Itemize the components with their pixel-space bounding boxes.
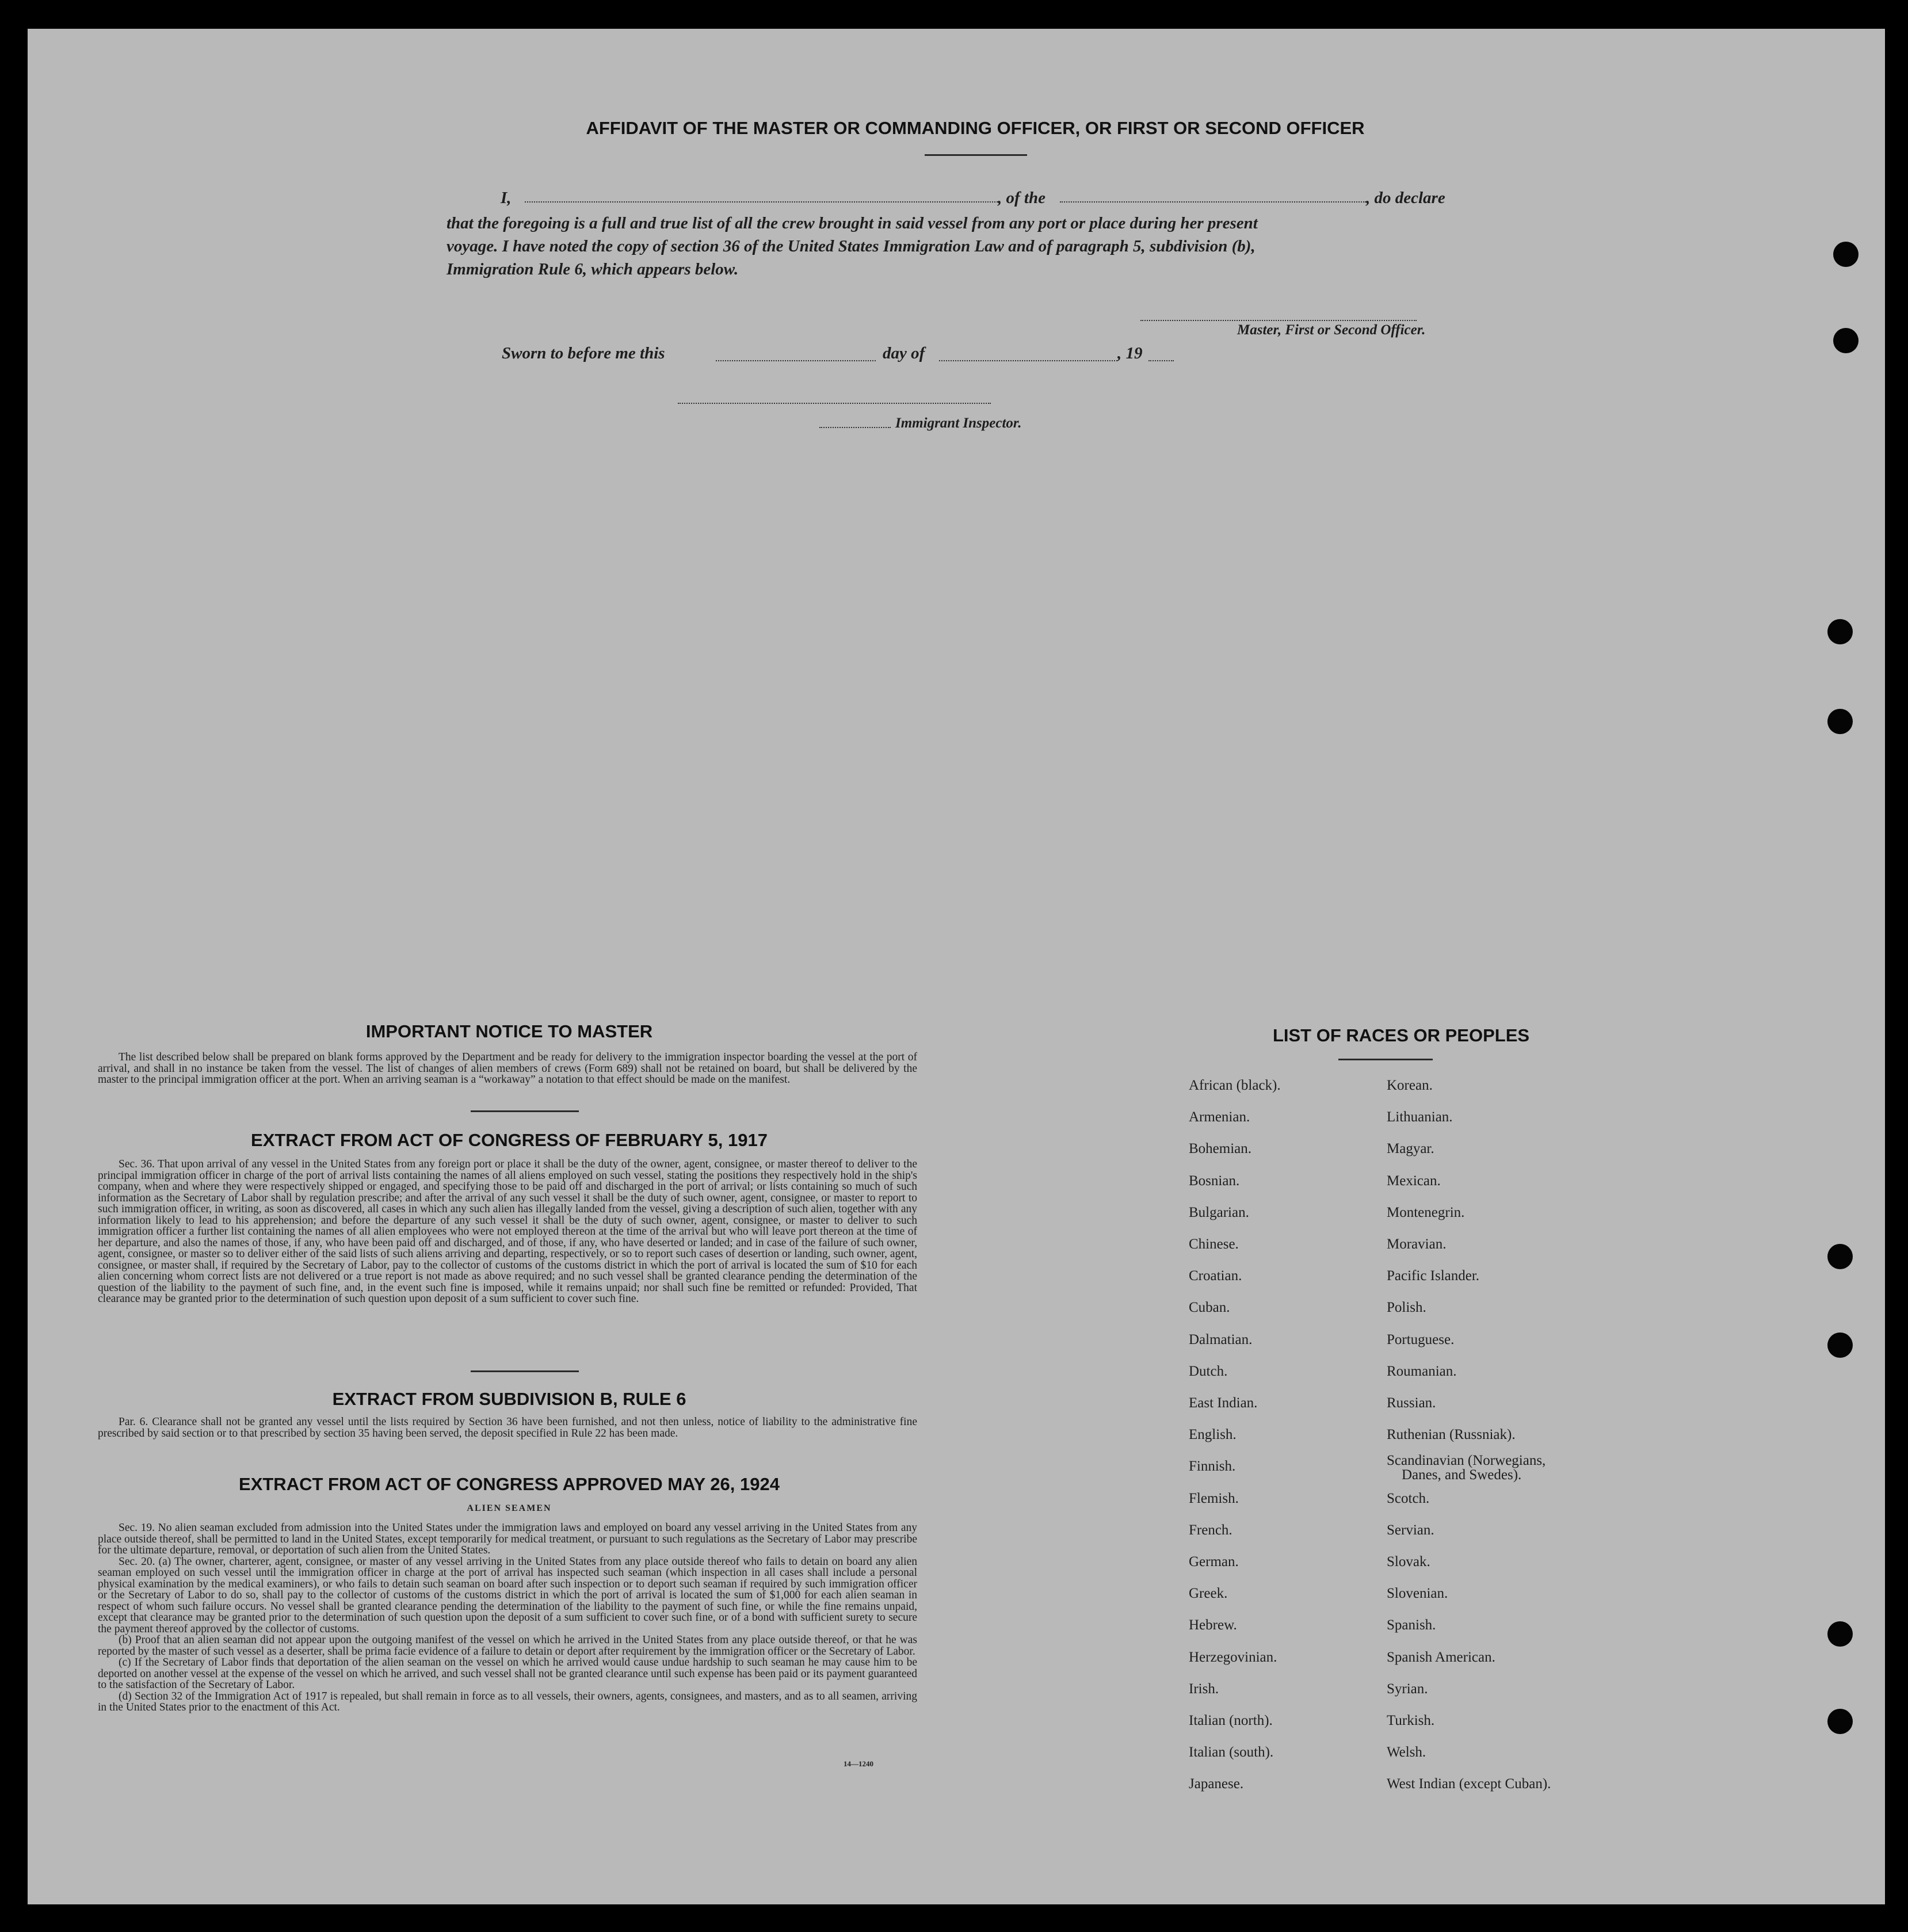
affidavit-i-label: I, — [501, 189, 512, 207]
race-item: Cuban. — [1189, 1300, 1230, 1315]
race-item: Herzegovinian. — [1189, 1650, 1277, 1665]
extract-1924-title: EXTRACT FROM ACT OF CONGRESS APPROVED MAY 26, 1924 — [239, 1474, 780, 1494]
sworn-label: Sworn to before me this — [502, 344, 665, 362]
section-divider — [471, 1110, 579, 1112]
race-item: Croatian. — [1189, 1268, 1242, 1284]
race-item: German. — [1189, 1554, 1239, 1570]
race-item: Bulgarian. — [1189, 1205, 1249, 1220]
binder-hole — [1833, 242, 1859, 267]
races-title: LIST OF RACES OR PEOPLES — [1272, 1025, 1530, 1045]
extract-1924-text — [98, 1522, 917, 1713]
affidavit-body-line3: Immigration Rule 6, which appears below. — [447, 260, 739, 278]
section-divider — [471, 1370, 579, 1372]
affidavit-body-line2: voyage. I have noted the copy of section 36 of the United States Immigration Law and of paragraph 5, subdivision (b), — [447, 237, 1256, 255]
vessel-blank[interactable] — [1060, 201, 1366, 203]
extract-rule6-text — [98, 1416, 917, 1439]
race-item: Montenegrin. — [1387, 1205, 1465, 1220]
binder-hole — [1827, 1332, 1853, 1358]
race-item: Bosnian. — [1189, 1173, 1240, 1189]
race-item: Dalmatian. — [1189, 1332, 1253, 1347]
race-item: Spanish American. — [1387, 1650, 1495, 1665]
race-item: French. — [1189, 1522, 1232, 1538]
binder-hole — [1827, 619, 1853, 644]
race-item: Armenian. — [1189, 1109, 1250, 1125]
race-item: Slovak. — [1387, 1554, 1430, 1570]
race-item: Bohemian. — [1189, 1141, 1252, 1156]
extract-rule6-title: EXTRACT FROM SUBDIVISION B, RULE 6 — [332, 1389, 686, 1409]
signature-blank[interactable] — [1140, 320, 1417, 321]
form-number: 14—1240 — [844, 1759, 873, 1768]
race-item: Chinese. — [1189, 1236, 1239, 1252]
race-item: West Indian (except Cuban). — [1387, 1776, 1551, 1792]
race-item: Scotch. — [1387, 1491, 1430, 1506]
binder-hole — [1827, 1244, 1853, 1269]
notice-title: IMPORTANT NOTICE TO MASTER — [365, 1021, 653, 1041]
title-divider — [925, 154, 1027, 156]
year-blank[interactable] — [1148, 360, 1174, 361]
race-item: Turkish. — [1387, 1713, 1435, 1728]
race-item: Mexican. — [1387, 1173, 1441, 1189]
race-item: Korean. — [1387, 1078, 1433, 1093]
sec-20a-paragraph: Sec. 20. (a) The owner, charterer, agent, consignee, or master of any vessel arriving in the United States from any place outside thereof who fails to detain on board any alien seaman employed on such vessel until the immigration officer in charge at the port of arrival has inspected such seaman (which inspection in all cases shall include a personal physical examination by the medical examiners), or who fails to detain such seaman on board after such inspection or to deport such seaman if required by such immigration officer or the Secretary of Labor to do so, shall pay to the collector of customs of the customs district in which the port of arrival is located the sum of $1,000 for each alien seaman in respect of whom such failure occurs. No vessel shall be granted clearance pending the determination of the liability to the payment of such fine, or while the fine remains unpaid, except that clearance may be granted prior to the determination of such question upon the deposit of a sum sufficient to cover such fine, or of a bond with sufficient surety to secure the payment thereof approved by the collector of customs. — [98, 1555, 917, 1635]
notice-paragraph: The list described below shall be prepared on blank forms approved by the Department and be ready for delivery to the immigration inspector boarding the vessel at the port of arrival, and shall in no instance be taken from the vessel. The list of changes of alien members of crews (Form 689) shall not be retained on board, but shall be delivered by the master to the principal immigration officer at the port. When an arriving seaman is a “workaway” a notation to that effect should be made on the manifest. — [98, 1051, 917, 1086]
extract-1917-title: EXTRACT FROM ACT OF CONGRESS OF FEBRUARY 5, 1917 — [251, 1130, 768, 1150]
race-item: Russian. — [1387, 1395, 1436, 1411]
race-item: East Indian. — [1189, 1395, 1258, 1411]
of-the-label: , of the — [998, 189, 1045, 207]
day-blank[interactable] — [716, 360, 876, 361]
affidavit-title: AFFIDAVIT OF THE MASTER OR COMMANDING OFFICER, OR FIRST OR SECOND OFFICER — [586, 118, 1365, 138]
race-item: Moravian. — [1387, 1236, 1447, 1252]
race-item: Pacific Islander. — [1387, 1268, 1480, 1284]
binder-hole — [1827, 1621, 1853, 1647]
race-item: Servian. — [1387, 1522, 1434, 1538]
sec-20b-paragraph: (b) Proof that an alien seaman did not appear upon the outgoing manifest of the vessel on which he arrived in the United States from any place outside thereof, or that he was reported by the master of such vessel as a deserter, shall be prima facie evidence of a failure to detain or deport after requirement by the immigration officer or the Secretary of Labor. — [98, 1634, 917, 1658]
inspector-label: Immigrant Inspector. — [895, 415, 1022, 431]
affidavit-body-line1: that the foregoing is a full and true list of all the crew brought in said vessel from any port or place during her present — [447, 214, 1258, 232]
race-item: Flemish. — [1189, 1491, 1239, 1506]
race-item: Scandinavian (Norwegians, — [1387, 1453, 1546, 1468]
race-item: Italian (north). — [1189, 1713, 1273, 1728]
signature-label: Master, First or Second Officer. — [1237, 322, 1426, 338]
sec-20d-paragraph: (d) Section 32 of the Immigration Act of 1917 is repealed, but shall remain in force as to all vessels, their owners, agents, consignees, and masters, and as to all seamen, arriving in the United States prior to the enactment of this Act. — [98, 1690, 917, 1713]
race-item: Hebrew. — [1189, 1617, 1237, 1633]
race-item: Polish. — [1387, 1300, 1426, 1315]
month-blank[interactable] — [939, 360, 1117, 361]
alien-seamen-subtitle: ALIEN SEAMEN — [467, 1503, 552, 1513]
race-item: Portuguese. — [1387, 1332, 1455, 1347]
race-item: Dutch. — [1189, 1364, 1228, 1379]
race-item: English. — [1189, 1427, 1237, 1442]
race-item: Irish. — [1189, 1681, 1219, 1697]
race-item: Danes, and Swedes). — [1402, 1467, 1522, 1483]
race-item: African (black). — [1189, 1078, 1281, 1093]
binder-hole — [1833, 328, 1859, 353]
par-6-paragraph: Par. 6. Clearance shall not be granted any vessel until the lists required by Section 36 have been furnished, and not then unless, notice of liability to the administrative fine prescribed by said section or to that prescribed by section 35 having been served, the deposit specified in Rule 22 has been made. — [98, 1416, 917, 1440]
race-item: Ruthenian (Russniak). — [1387, 1427, 1516, 1442]
sec-19-paragraph: Sec. 19. No alien seaman excluded from admission into the United States under the immigration laws and employed on board any vessel arriving in the United States from any place outside thereof, shall be permitted to land in the United States, except temporarily for medical treatment, or pursuant to such regulations as the Secretary of Labor may prescribe for the ultimate departure, removal, or deportation of such alien from the United States. — [98, 1522, 917, 1556]
notice-text — [98, 1052, 917, 1086]
race-item: Slovenian. — [1387, 1586, 1448, 1601]
race-item: Spanish. — [1387, 1617, 1436, 1633]
year-label: , 19 — [1117, 344, 1143, 362]
section-36-paragraph: Sec. 36. That upon arrival of any vessel in the United States from any foreign port or place it shall be the duty of the owner, agent, consignee, or master thereof to deliver to the principal immigration officer in charge of the port of arrival lists containing the names of all aliens employed on such vessel, stating the positions they respectively hold in the ship's company, when and where they were respectively shipped or engaged, and specifying those to be paid off and discharged in the port of arrival; or lists containing so much of such information as the Secretary of Labor shall by regulation prescribe; and after the arrival of any such vessel it shall be the duty of such owner, agent, consignee, or master to report to such immigration officer, in writing, as soon as discovered, all cases in which any such alien has illegally landed from the vessel, giving a description of such alien, together with any information likely to lead to his apprehension; and before the departure of any such vessel it shall be the duty of such owner, agent, consignee, or master to deliver to such immigration officer a further list containing the names of all alien employees who were not employed thereon at the time of the arrival but who will leave port thereon at the time of her departure, and also the names of those, if any, who have been paid off and discharged, and of those, if any, who have deserted or landed; and in case of the failure of such owner, agent, consignee, or master so to deliver either of the said lists of such aliens arriving and departing, respectively, or so to report such cases of desertion or landing, such owner, agent, consignee, or master shall, if required by the Secretary of Labor, pay to the collector of customs of the customs district in which the port of arrival is located the sum of $10 for each alien concerning whom correct lists are not delivered or a true report is not made as above required; and no such vessel shall be granted clearance pending the determination of the question of the liability to the payment of such fine, and, in the event such fine is imposed, while it remains unpaid; nor shall such fine be remitted or refunded: Provided, That clearance may be granted prior to the determination of such question upon deposit of a sum sufficient to cover such fine. — [98, 1158, 917, 1305]
binder-hole — [1827, 709, 1853, 734]
inspector-signature-blank[interactable] — [678, 403, 991, 404]
binder-hole — [1827, 1709, 1853, 1734]
race-item: Italian (south). — [1189, 1744, 1274, 1760]
race-item: Welsh. — [1387, 1744, 1426, 1760]
race-item: Roumanian. — [1387, 1364, 1457, 1379]
race-item: Lithuanian. — [1387, 1109, 1453, 1125]
sec-20c-paragraph: (c) If the Secretary of Labor finds that deportation of the alien seaman on the vessel on which he arrived would cause undue hardship to such seaman he may cause him to be deported on another vessel at the expense of the vessel on which he arrived, and such vessel shall not be granted clearance until such expense has been paid or its payment guaranteed to the satisfaction of the Secretary of Labor. — [98, 1656, 917, 1691]
extract-1917-text — [98, 1159, 917, 1305]
race-item: Syrian. — [1387, 1681, 1428, 1697]
day-of-label: day of — [883, 344, 925, 362]
name-blank[interactable] — [525, 201, 998, 203]
declare-label: , do declare — [1366, 189, 1445, 207]
race-item: Magyar. — [1387, 1141, 1434, 1156]
inspector-prefix-blank[interactable] — [819, 427, 891, 428]
race-item: Finnish. — [1189, 1458, 1236, 1474]
race-item: Japanese. — [1189, 1776, 1244, 1792]
race-item: Greek. — [1189, 1586, 1228, 1601]
races-divider — [1338, 1059, 1433, 1060]
